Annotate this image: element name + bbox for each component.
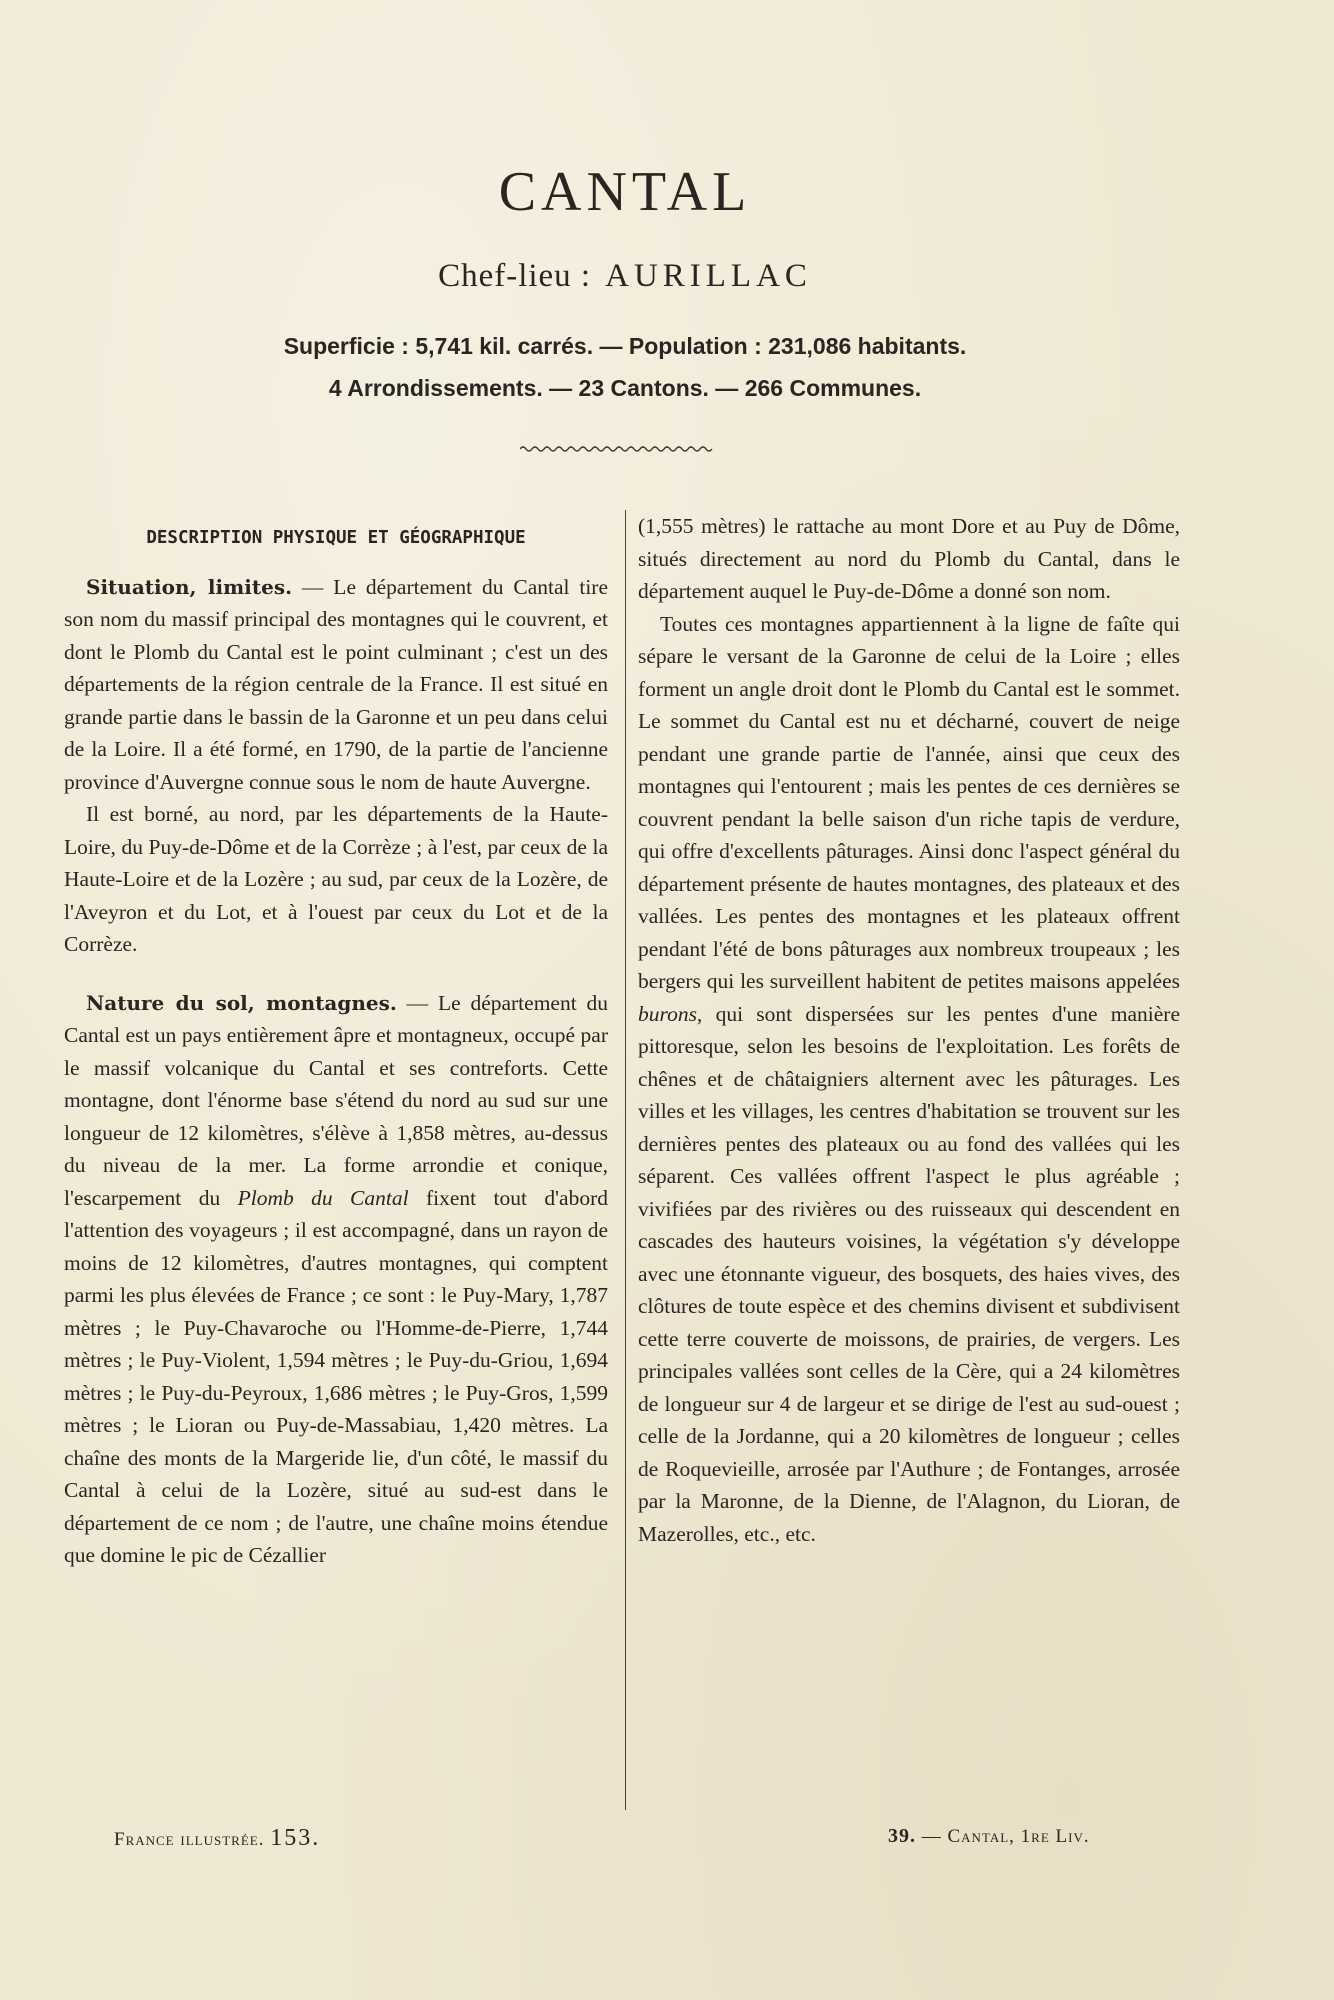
footer-publication: France illustrée.	[114, 1829, 265, 1850]
paragraph-lead: Nature du sol, montagnes.	[86, 990, 397, 1015]
ornamental-wavy-rule	[520, 444, 716, 454]
paragraph-text: — Le département du Cantal tire son nom du massif principal des montagnes qui le couvrent, et dont le Plomb du Cantal est le point culminant ; c'est un des départements de la région centrale de la France. Il est situé en grande partie dans le bassin de la Garonne et un peu dans celui de la Loire. Il a été formé, en 1790, de la partie de l'ancienne province d'Auvergne connue sous le nom de haute Auvergne.	[64, 574, 608, 794]
page-title: CANTAL	[498, 161, 752, 223]
paragraph-nature-du-sol	[64, 987, 608, 1572]
footer-left	[114, 1825, 320, 1852]
chef-lieu-label: Chef-lieu :	[438, 258, 592, 294]
paragraph-text: — Le département du Cantal est un pays entièrement âpre et montagneux, occupé par le massif volcanique du Cantal et ses contreforts. Cette montagne, dont l'énorme base s'étend du nord au sud sur une longueur de 12 kilomètres, s'élève à 1,858 mètres, au-dessus du niveau de la mer. La forme arrondie et conique, l'escarpement du	[64, 990, 608, 1210]
paragraph-continuation: (1,555 mètres) le rattache au mont Dore et au Puy de Dôme, situés directement au nord du Plomb du Cantal, dans le département auquel le Puy-de-Dôme a donné son nom.	[638, 514, 1180, 603]
italic-term: burons,	[638, 1001, 703, 1026]
footer-issue-number: 39.	[888, 1825, 916, 1847]
paragraph-montagnes	[638, 608, 1180, 1551]
left-column	[64, 508, 608, 1572]
section-heading: DESCRIPTION PHYSIQUE ET GÉOGRAPHIQUE	[146, 528, 526, 548]
paragraph-text: fixent tout d'abord l'attention des voyageurs ; il est accompagné, dans un rayon de moins de 12 kilomètres, d'autres montagnes, qui comptent parmi les plus élevées de France ; ce sont : le Puy-Mary, 1,787 mètres ; le Puy-Chavaroche ou l'Homme-de-Pierre, 1,744 mètres ; le Puy-Violent, 1,594 mètres ; le Puy-du-Griou, 1,694 mètres ; le Puy-du-Peyroux, 1,686 mètres ; le Puy-Gros, 1,599 mètres ; le Lioran ou Puy-de-Massabiau, 1,420 mètres. La chaîne des monts de la Margeride lie, d'un côté, le massif du Cantal à celui de la Lozère, situé au sud-est dans le département de ce nom ; de l'autre, une chaîne moins étendue que domine le pic de Cézallier	[64, 1185, 608, 1567]
chef-lieu-line	[0, 258, 1250, 295]
stats-line-2: 4 Arrondissements. — 23 Cantons. — 266 Communes.	[328, 375, 922, 401]
paragraph-lead: Situation, limites.	[86, 574, 293, 599]
paragraph-text: qui sont dispersées sur les pentes d'une manière pittoresque, selon les besoins de l'exploitation. Les forêts de chênes et de châtaigniers alternent avec les pâturages. Les villes et les villages, les centres d'habitation se trouvent sur les dernières pentes des plateaux ou au fond des vallées qui les séparent. Ces vallées offrent l'aspect le plus agréable ; vivifiées par des rivières ou des ruisseaux qui descendent en cascades des hauteurs voisines, la végétation s'y développe avec une étonnante vigueur, des bosquets, des haies vives, des clôtures de toute espèce et des chemins divisent et subdivisent cette terre couverte de moissons, de prairies, de vergers. Les principales vallées sont celles de la Cère, qui a 24 kilomètres de longueur sur 4 de largeur et se dirige de l'est au sud-ouest ; celle de la Jordanne, qui a 20 kilomètres de longueur ; celles de Roquevieille, arrosée par l'Authure ; de Fontanges, arrosée par la Maronne, de la Dienne, de l'Alagnon, du Lioran, de Mazerolles, etc., etc.	[638, 1001, 1180, 1546]
column-divider	[625, 510, 626, 1810]
stats-line-1: Superficie : 5,741 kil. carrés. — Population : 231,086 habitants.	[283, 333, 967, 359]
paragraph-situation	[64, 571, 608, 799]
right-column	[638, 510, 1180, 1550]
footer-issue-label: — Cantal, 1re Liv.	[921, 1826, 1090, 1847]
footer-right	[888, 1825, 1090, 1848]
chef-lieu-city: AURILLAC	[605, 258, 812, 294]
footer-page-number: 153.	[270, 1825, 321, 1851]
paragraph-text: Toutes ces montagnes appartiennent à la ligne de faîte qui sépare le versant de la Garonne de celui de la Loire ; elles forment un angle droit dont le Plomb du Cantal est le sommet. Le sommet du Cantal est nu et décharné, couvert de neige pendant une grande partie de l'année, ainsi que ceux des montagnes qui l'entourent ; mais les pentes de ces dernières se couvrent pendant la belle saison d'un riche tapis de verdure, qui offre d'excellents pâturages. Ainsi donc l'aspect général du département présente de hautes montagnes, des plateaux et des vallées. Les pentes des montagnes et les plateaux offrent pendant l'été de bons pâturages aux nombreux troupeaux ; les bergers qui les surveillent habitent de petites maisons appelées	[638, 611, 1180, 993]
paragraph-borders: Il est borné, au nord, par les départements de la Haute-Loire, du Puy-de-Dôme et de la Corrèze ; à l'est, par ceux de la Haute-Loire et de la Lozère ; au sud, par ceux de la Lozère, de l'Aveyron et du Lot, et à l'ouest par ceux du Lot et de la Corrèze.	[64, 802, 608, 956]
italic-term: Plomb du Cantal	[237, 1185, 409, 1210]
